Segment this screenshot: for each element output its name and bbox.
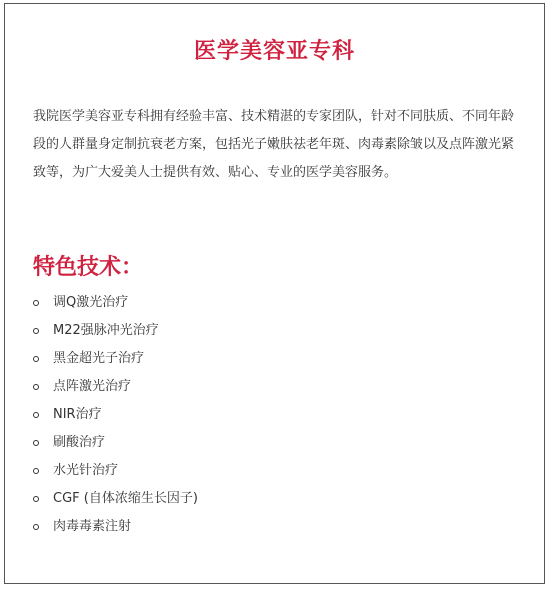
bullet-icon xyxy=(33,440,39,446)
feature-item xyxy=(33,345,198,373)
feature-list xyxy=(33,289,198,541)
page-title: 医学美容亚专科 xyxy=(193,39,355,64)
bullet-icon xyxy=(33,468,39,474)
feature-label: M22强脉冲光治疗 xyxy=(53,323,159,338)
bullet-icon xyxy=(33,412,39,418)
content-panel xyxy=(4,3,545,584)
feature-item xyxy=(33,401,198,429)
feature-label: 肉毒毒素注射 xyxy=(53,519,132,534)
feature-item xyxy=(33,373,198,401)
bullet-icon xyxy=(33,328,39,334)
feature-label: CGF (自体浓缩生长因子) xyxy=(53,491,198,506)
feature-label: 点阵激光治疗 xyxy=(53,379,132,394)
bullet-icon xyxy=(33,356,39,362)
bullet-icon xyxy=(33,524,39,530)
feature-item xyxy=(33,485,198,513)
bullet-icon xyxy=(33,300,39,306)
feature-label: 刷酸治疗 xyxy=(53,435,106,450)
feature-label: NIR治疗 xyxy=(53,407,102,422)
feature-item xyxy=(33,457,198,485)
feature-label: 黑金超光子治疗 xyxy=(53,351,145,366)
feature-item xyxy=(33,317,198,345)
feature-item xyxy=(33,513,198,541)
intro-paragraph: 我院医学美容亚专科拥有经验丰富、技术精湛的专家团队，针对不同肤质、不同年龄段的人群量身定制抗衰老方案，包括光子嫩肤祛老年斑、肉毒素除皱以及点阵激光紧致等，为广大爱美人士提供有效、贴心、专业的医学美容服务。 xyxy=(33,109,515,180)
bullet-icon xyxy=(33,496,39,502)
feature-label: 水光针治疗 xyxy=(53,463,119,478)
feature-item xyxy=(33,429,198,457)
feature-item xyxy=(33,289,198,317)
section-title-features: 特色技术： xyxy=(33,255,144,280)
bullet-icon xyxy=(33,384,39,390)
feature-label: 调Q激光治疗 xyxy=(53,295,129,310)
